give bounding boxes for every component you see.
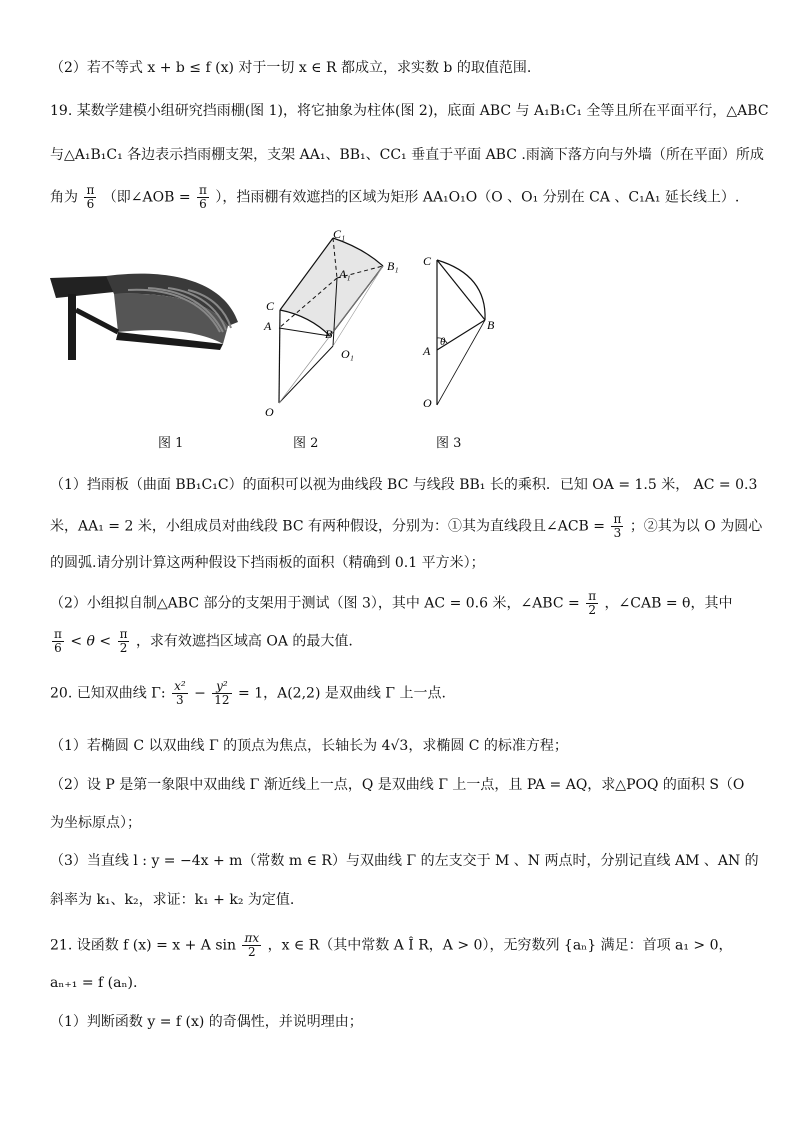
figure3-caption: 图 3 — [436, 436, 462, 451]
figure2-caption: 图 2 — [293, 436, 319, 451]
pi-over-6-fraction: $\frac{\pi}{6}$ — [86, 183, 95, 211]
q19-part2-line1 — [50, 590, 754, 617]
q19-p2-line2-text-b: ，求有效遮挡区域高 OA 的最大值. — [135, 633, 353, 650]
q19-p2-line1-text-a: （2）小组拟自制△ABC 部分的支架用于测试（图 3），其中 AC = 0.6 米，∠ABC = — [50, 595, 580, 612]
figure1-awning-image — [48, 270, 248, 360]
q21-part1: （1）判断函数 y = f (x) 的奇偶性，并说明理由； — [50, 1014, 363, 1030]
fig3-label-b: B — [487, 318, 495, 332]
q21-intro-text-b: ，x ∈ R（其中常数 A Î R，A > 0），无穷数列 {aₙ} 满足：首项 a₁ > 0， — [267, 937, 733, 954]
figure3-triangle-diagram — [415, 245, 515, 415]
q21-intro-line2: aₙ₊₁ = f (aₙ). — [50, 975, 138, 991]
q19-part1-line3: 的圆弧.请分别计算这两种假设下挡雨板的面积（精确到 0.1 平方米）； — [50, 555, 485, 571]
x2-over-3-fraction: $\frac{\text{x²}}{3}$ — [174, 679, 186, 707]
figure1-caption: 图 1 — [158, 436, 184, 451]
fig2-label-a: A — [264, 319, 272, 333]
q20-intro — [50, 680, 754, 707]
q18-part2: （2）若不等式 x + b ≤ f (x) 对于一切 x ∈ R 都成立，求实数 b 的取值范围. — [50, 60, 532, 76]
theta-upper-bound-fraction: $\frac{\pi}{2}$ — [119, 627, 128, 655]
q20-part1: （1）若椭圆 C 以双曲线 Γ 的顶点为焦点，长轴长为 4√3，求椭圆 C 的标准方程； — [50, 738, 568, 754]
y2-over-12-fraction: $\frac{\text{y²}}{12}$ — [214, 679, 230, 707]
fig2-label-c: C — [266, 299, 275, 313]
q19-intro3-text-c: ），挡雨棚有效遮挡的区域为矩形 AA₁O₁O（O 、O₁ 分别在 CA 、C₁A₁ 延长线上）. — [215, 189, 740, 206]
fig3-label-theta: θ — [440, 336, 446, 348]
fig2-label-o: O — [265, 405, 274, 419]
fig3-label-o: O — [423, 396, 432, 410]
fig2-label-b: B — [325, 327, 333, 341]
figure2-prism-diagram — [255, 228, 415, 423]
fig2-label-c1: C₁ — [333, 228, 346, 241]
fig3-label-a: A — [423, 344, 431, 358]
q19-part2-line2: $\frac{\pi}{6}$ < θ < $\frac{\pi}{2}$ ，求有效遮挡区域高 OA 的最大值. — [54, 627, 353, 655]
pi-over-3-fraction: $\frac{\pi}{3}$ — [613, 512, 622, 540]
q20-part3-line1: （3）当直线 l : y = −4x + m（常数 m ∈ R）与双曲线 Γ 的左支交于 M 、N 两点时，分别记直线 AM 、AN 的 — [50, 853, 759, 869]
q19-p1-line2-text-b: ；②其为以 O 为圆心 — [629, 518, 763, 535]
q20-minus: − — [194, 685, 206, 702]
q20-part2-line1: （2）设 P 是第一象限中双曲线 Γ 渐近线上一点，Q 是双曲线 Γ 上一点，且 PA = AQ，求△POQ 的面积 S（O — [50, 777, 745, 793]
q19-intro3-text-a: 角为 — [50, 189, 78, 206]
q19-intro3-text-b: （即∠AOB = — [102, 189, 191, 206]
q20-intro-text-b: = 1，A(2,2) 是双曲线 Γ 上一点. — [238, 685, 446, 702]
q19-part1-line2 — [50, 512, 763, 540]
fig2-label-a1: A₁ — [339, 267, 351, 281]
fig3-label-c: C — [423, 254, 432, 268]
fig2-label-o1: O₁ — [341, 347, 354, 361]
theta-lower-bound-fraction: $\frac{\pi}{6}$ — [54, 627, 62, 655]
q19-p1-line2-text-a: 米，AA₁ = 2 米，小组成员对曲线段 BC 有两种假设，分别为：①其为直线段且∠ACB = — [50, 518, 606, 535]
q19-p2-line1-text-b: ，∠CAB = θ，其中 — [604, 595, 733, 612]
q19-part1-line1: （1）挡雨板（曲面 BB₁C₁C）的面积可以视为曲线段 BC 与线段 BB₁ 长的乘积．已知 OA = 1.5 米， AC = 0.3 — [50, 477, 758, 493]
fig2-label-b1: B₁ — [387, 259, 399, 273]
q21-intro-text-a: 21. 设函数 f (x) = x + A sin — [50, 937, 237, 954]
q21-intro-line1 — [50, 932, 754, 959]
q19-intro-line3 — [50, 184, 754, 211]
q19-intro-line1: 19. 某数学建模小组研究挡雨棚(图 1)，将它抽象为柱体(图 2)，底面 ABC 与 A₁B₁C₁ 全等且所在平面平行，△ABC — [50, 103, 769, 119]
angle-aob-fraction: $\frac{\pi}{6}$ — [199, 183, 207, 211]
q20-part3-line2: 斜率为 k₁、k₂，求证：k₁ + k₂ 为定值. — [50, 892, 295, 908]
pi-over-2-fraction: $\frac{\pi}{2}$ — [588, 589, 597, 617]
q20-part2-line2: 为坐标原点）； — [50, 815, 141, 831]
pix-over-2-fraction: $\frac{\pi x}{2}$ — [244, 931, 260, 959]
q19-intro-line2: 与△A₁B₁C₁ 各边表示挡雨棚支架，支架 AA₁、BB₁、CC₁ 垂直于平面 ABC .雨滴下落方向与外墙（所在平面）所成 — [50, 147, 764, 163]
q20-intro-text-a: 20. 已知双曲线 Γ: — [50, 685, 166, 702]
